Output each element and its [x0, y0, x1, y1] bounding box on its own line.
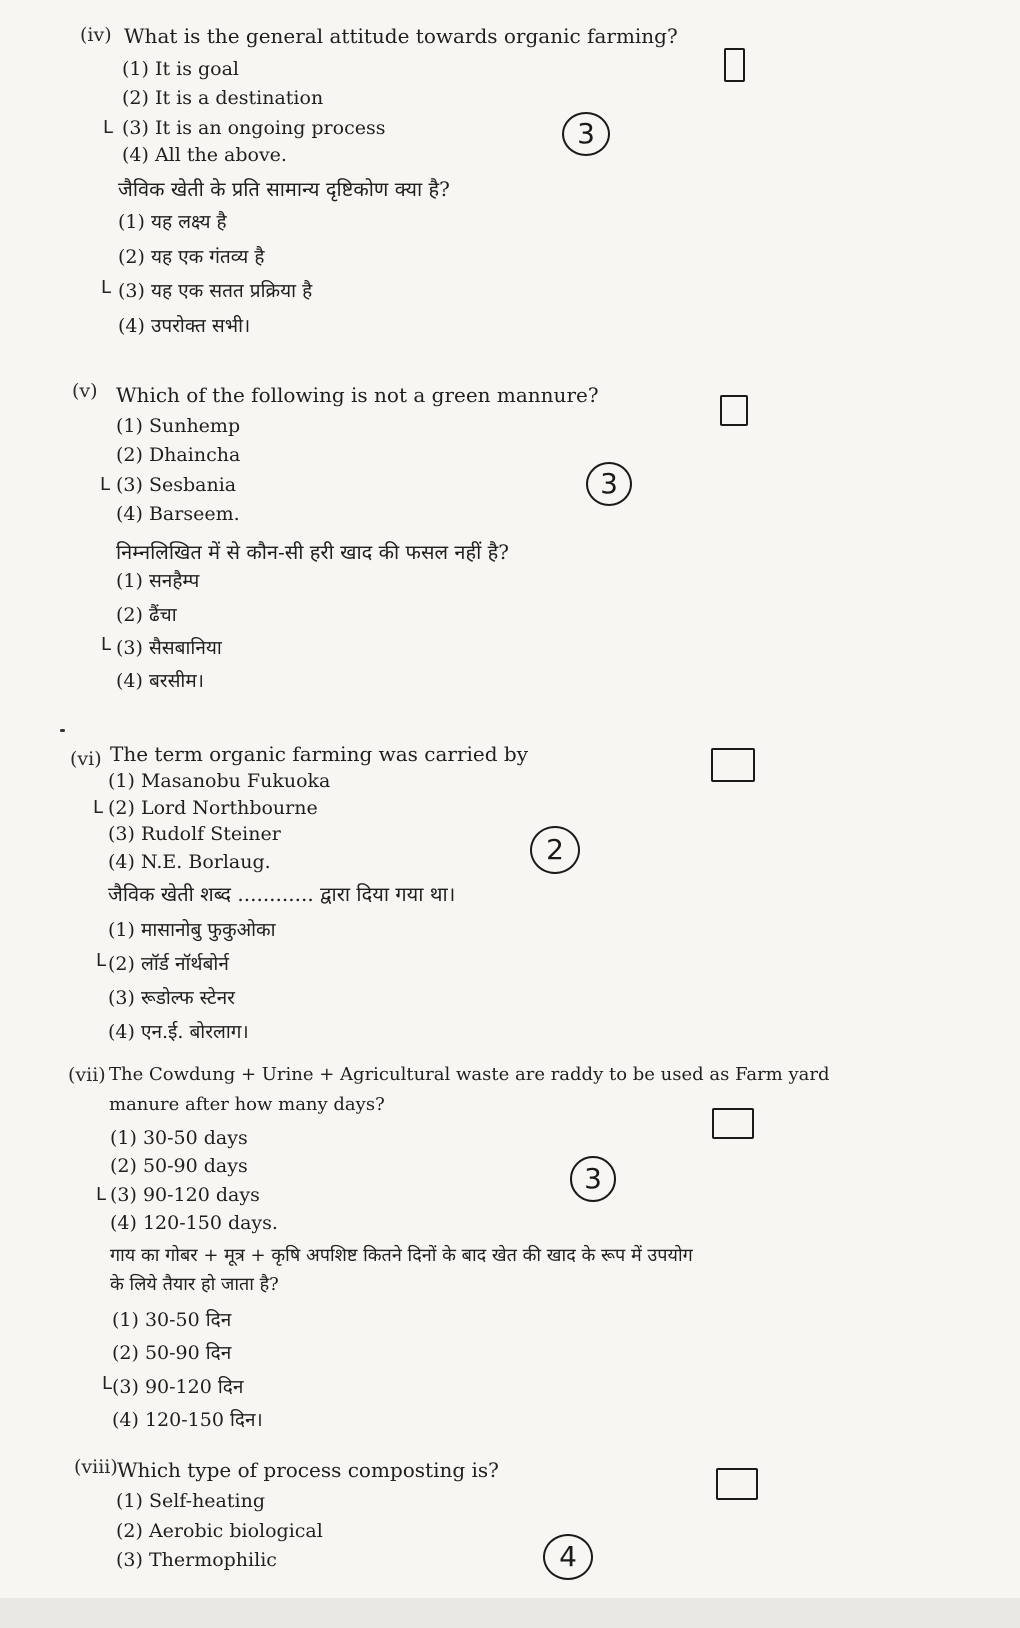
option: (3) Rudolf Steiner [108, 823, 281, 845]
tick-mark: L [93, 797, 104, 818]
answer-box[interactable] [720, 395, 748, 426]
option-hindi: (4) उपरोक्त सभी। [118, 315, 251, 337]
answer-box[interactable] [716, 1468, 758, 1500]
answer-box[interactable] [712, 1108, 754, 1139]
option-hindi: (1) सनहैम्प [116, 570, 200, 592]
option-selected: (3) It is an ongoing process [122, 117, 386, 139]
question-number: (vii) [68, 1064, 106, 1086]
question-text-hindi: जैविक खेती के प्रति सामान्य दृष्टिकोण क्या है? [118, 177, 450, 201]
option-hindi: (2) ढैंचा [116, 604, 177, 626]
option-selected: (3) 90-120 days [110, 1184, 260, 1206]
question-text: What is the general attitude towards organic farming? [124, 24, 678, 48]
answer-box[interactable] [724, 48, 745, 82]
option: (1) It is goal [122, 58, 240, 80]
question-text: Which of the following is not a green mannure? [116, 383, 599, 407]
question-text: The term organic farming was carried by [110, 742, 529, 766]
option: (2) Aerobic biological [116, 1520, 323, 1542]
option-hindi: (4) एन.ई. बोरलाग। [108, 1021, 249, 1043]
option-hindi-selected: (3) 90-120 दिन [112, 1376, 244, 1398]
circled-answer: 4 [543, 1534, 593, 1580]
option: (4) All the above. [122, 144, 287, 166]
option-hindi: (1) मासानोबु फुकुओका [108, 919, 276, 941]
circled-answer: 2 [530, 826, 580, 874]
question-text-hindi-line1: गाय का गोबर + मूत्र + कृषि अपशिष्ट कितने दिनों के बाद खेत की खाद के रूप में उपयोग [110, 1245, 693, 1266]
question-number: (vi) [70, 748, 102, 770]
tick-mark: L [101, 277, 112, 298]
question-text-line2: manure after how many days? [109, 1094, 385, 1115]
option: (4) 120-150 days. [110, 1212, 278, 1234]
option: (2) Dhaincha [116, 444, 241, 466]
cropped-bottom-edge [0, 1598, 1020, 1628]
tick-mark: L [96, 1184, 107, 1205]
option: (1) Self-heating [116, 1490, 265, 1512]
question-text-hindi: निम्नलिखित में से कौन-सी हरी खाद की फसल नहीं है? [116, 540, 510, 564]
option-selected: (2) Lord Northbourne [108, 797, 318, 819]
option: (4) N.E. Borlaug. [108, 851, 271, 873]
question-text-hindi-line2: के लिये तैयार हो जाता है? [110, 1274, 279, 1295]
question-number: (iv) [80, 24, 112, 46]
question-text-line1: The Cowdung + Urine + Agricultural waste are raddy to be used as Farm yard [109, 1064, 830, 1085]
option: (2) 50-90 days [110, 1155, 248, 1177]
circled-answer: 3 [562, 112, 610, 156]
tick-mark: L [102, 1373, 113, 1394]
option: (1) Sunhemp [116, 415, 241, 437]
tick-mark: L [103, 117, 114, 138]
question-number: (viii) [74, 1456, 118, 1478]
option: (1) 30-50 days [110, 1127, 248, 1149]
option-hindi: (2) यह एक गंतव्य है [118, 246, 265, 268]
option-hindi: (1) यह लक्ष्य है [118, 211, 227, 233]
option-selected: (3) Sesbania [116, 474, 237, 496]
option-hindi-selected: (2) लॉर्ड नॉर्थबोर्न [108, 953, 229, 975]
option-hindi: (2) 50-90 दिन [112, 1342, 232, 1364]
option: (4) Barseem. [116, 503, 240, 525]
tick-mark: L [100, 474, 111, 495]
option: (3) Thermophilic [116, 1549, 277, 1571]
option-hindi: (4) बरसीम। [116, 670, 204, 692]
circled-answer: 3 [570, 1156, 616, 1202]
question-text-hindi: जैविक खेती शब्द ............ द्वारा दिया गया था। [108, 882, 456, 906]
question-number: (v) [72, 380, 98, 402]
tick-mark: L [96, 950, 107, 971]
option-hindi: (4) 120-150 दिन। [112, 1409, 263, 1431]
answer-box[interactable] [711, 748, 755, 782]
option-hindi-selected: (3) यह एक सतत प्रक्रिया है [118, 280, 313, 302]
option-hindi: (3) रूडोल्फ स्टेनर [108, 987, 235, 1009]
option-hindi: (1) 30-50 दिन [112, 1309, 232, 1331]
tick-mark: L [101, 634, 112, 655]
option: (1) Masanobu Fukuoka [108, 770, 331, 792]
option: (2) It is a destination [122, 87, 324, 109]
option-hindi-selected: (3) सैसबानिया [116, 637, 222, 659]
question-text: Which type of process composting is? [117, 1458, 499, 1482]
ink-dot [60, 729, 65, 732]
circled-answer: 3 [586, 462, 632, 506]
